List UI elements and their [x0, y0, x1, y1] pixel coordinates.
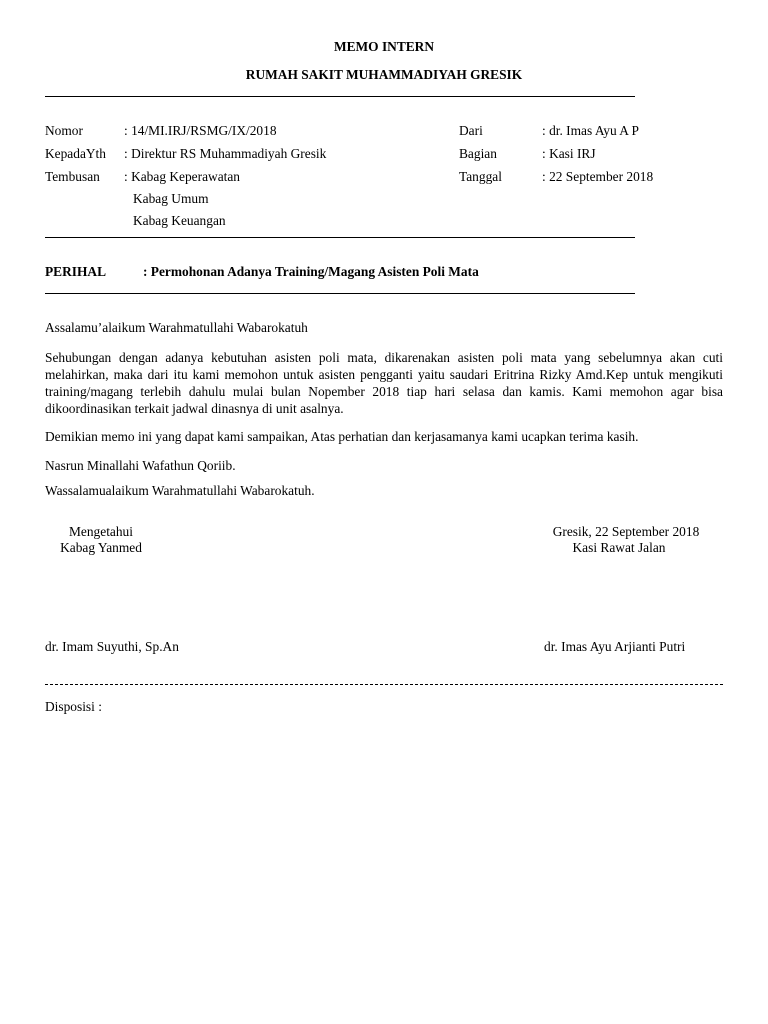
meta-divider — [45, 237, 635, 238]
signature-left-name: dr. Imam Suyuthi, Sp.An — [45, 639, 179, 654]
meta-label-kepada: KepadaYth — [45, 146, 106, 161]
meta-value-kepada: : Direktur RS Muhammadiyah Gresik — [124, 146, 327, 161]
meta-label-tembusan: Tembusan — [45, 169, 100, 184]
signature-left-position: Kabag Yanmed — [60, 540, 142, 555]
meta-label-nomor: Nomor — [45, 123, 83, 138]
tembusan-item-keuangan: Kabag Keuangan — [133, 213, 226, 228]
body-paragraph-2: Demikian memo ini yang dapat kami sampaikan, Atas perhatian dan kerjasamanya kami ucapkan terima kasih. — [45, 429, 639, 444]
signature-right-date: Gresik, 22 September 2018 — [552, 524, 700, 539]
meta-label-tanggal: Tanggal — [459, 169, 502, 184]
hospital-name: RUMAH SAKIT MUHAMMADIYAH GRESIK — [245, 67, 523, 82]
header-divider — [45, 96, 635, 97]
meta-value-nomor: : 14/MI.IRJ/RSMG/IX/2018 — [124, 123, 277, 138]
meta-label-dari: Dari — [459, 123, 483, 138]
tembusan-item-umum: Kabag Umum — [133, 191, 209, 206]
perihal-divider — [45, 293, 635, 294]
greeting: Assalamu’alaikum Warahmatullahi Wabarokatuh — [45, 320, 308, 335]
meta-value-tanggal: : 22 September 2018 — [542, 169, 654, 184]
signature-right-position: Kasi Rawat Jalan — [572, 540, 666, 555]
meta-value-dari: : dr. Imas Ayu A P — [542, 123, 639, 138]
memo-title: MEMO INTERN — [333, 39, 435, 54]
perihal-value: : Permohonan Adanya Training/Magang Asisten Poli Mata — [143, 264, 479, 279]
body-paragraph-1: Sehubungan dengan adanya kebutuhan asisten poli mata, dikarenakan asisten poli mata yang sebelumnya akan cuti melahirkan, maka dari itu kami memohon untuk asisten pengganti yaitu saudari Eritrina Rizky Amd.Kep untuk mengikuti training/magang terlebih dahulu mulai bulan Nopember 2018 tiap hari selasa dan kamis. Kami memohon agar bisa dikoordinasikan terkait jadwal dinasnya di unit asalnya. — [45, 350, 723, 416]
signature-left-heading: Mengetahui — [69, 524, 133, 539]
closing-doa: Nasrun Minallahi Wafathun Qoriib. — [45, 458, 236, 473]
meta-value-tembusan: : Kabag Keperawatan — [124, 169, 240, 184]
meta-label-bagian: Bagian — [459, 146, 497, 161]
disposisi-divider — [45, 684, 723, 685]
signature-right-name: dr. Imas Ayu Arjianti Putri — [544, 639, 686, 654]
disposisi-label: Disposisi : — [45, 699, 102, 714]
closing-salam: Wassalamualaikum Warahmatullahi Wabarokatuh. — [45, 483, 315, 498]
perihal-label: PERIHAL — [45, 264, 107, 279]
meta-value-bagian: : Kasi IRJ — [542, 146, 596, 161]
